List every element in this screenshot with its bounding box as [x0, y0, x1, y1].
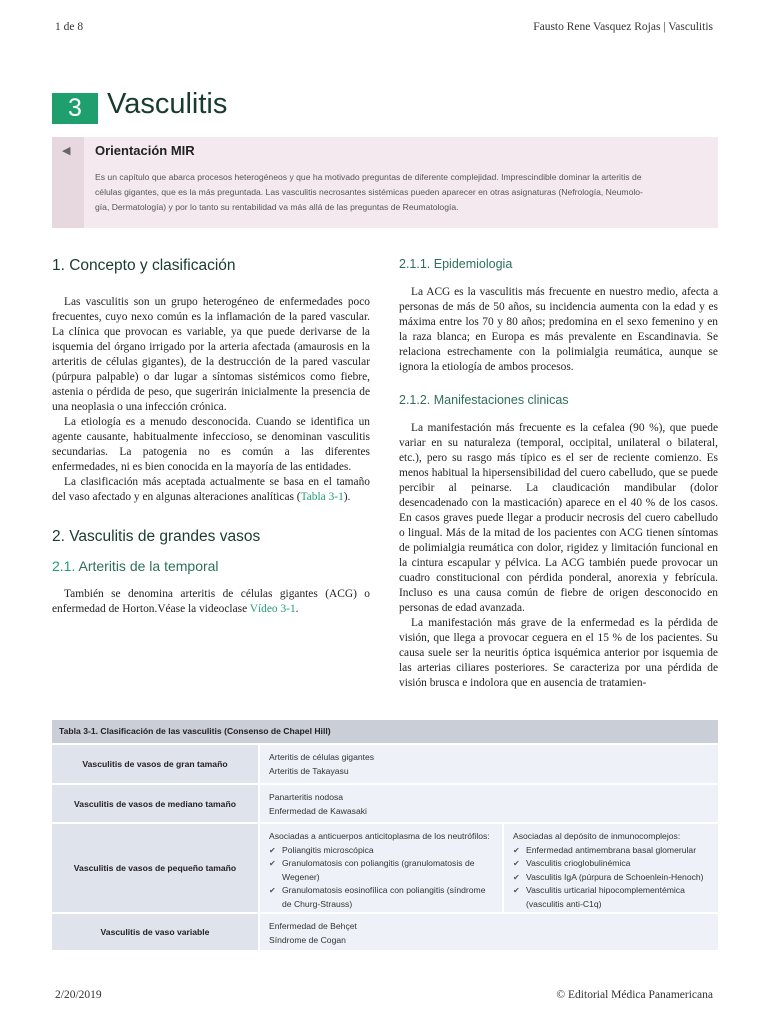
list-item: Síndrome de Cogan — [269, 934, 346, 945]
list-item — [269, 844, 493, 858]
list-item: Arteritis de células gigantes — [269, 752, 375, 762]
pointer-arrow-icon: ◀ — [62, 144, 71, 157]
footer-copyright: © Editorial Médica Panamericana — [556, 989, 713, 1001]
subsection-heading-arteritis — [52, 558, 370, 574]
paragraph: La manifestación más grave de la enfermedad es la pérdida de visión, que llega a provocar ceguera en el 15 % de los pacientes. Su causa suele ser la neuritis óptica isquémica anterior por isquemia de las arterias ciliares posteriores. Se caracteriza por una pérdida de visión brusca e indolora que en ausencia de tratamien- — [399, 617, 718, 689]
subsection-title: Arteritis de la temporal — [78, 558, 219, 574]
paragraph-text: La clasificación más aceptada actualmente se basa en el tamaño del vaso afectado y en algunas alteraciones analíticas ( — [52, 476, 370, 503]
table-row — [52, 912, 718, 950]
check-icon: ✔ — [269, 845, 276, 855]
paragraph: La manifestación más frecuente es la cefalea (90 %), que puede variar en su naturaleza (temporal, occipital, unilateral o bilateral, etc.), pero su rasgo más típico es el ser de reciente comienzo. Es menos habitual la hipersensibilidad del cuero cabelludo, que se puede percibir al peinarse. La claudicación mandibular (dolor desencadenado con la masticación) aparece en el 40 % de los casos. En casos graves puede llegar a producir necrosis del cuero cabelludo o lingual. Más de la mitad de los pacientes con ACG tienen síntomas de polimialgia reumática con dolor, rigidez y limitación funcional en la cintura escapular y pélvica. La ACG también puede provocar un cuadro constitucional con pérdida ponderal, anorexia y febrícula. Incluso es una causa común de fiebre de origen desconocido en personas de edad avanzada. — [399, 422, 718, 614]
list-item: Enfermedad de Kawasaki — [269, 805, 367, 816]
anca-group — [260, 824, 504, 912]
list-item — [513, 857, 709, 871]
list-item-text: Granulomatosis eosinofílica con poliangitis (síndrome de Churg-Strauss) — [282, 885, 486, 909]
paragraph: La ACG es la vasculitis más frecuente en nuestro medio, afecta a personas de más de 50 años, su incidencia aumenta con la edad y es máxima entre los 70 y 80 años; predomina en el sexo femenino y en la raza blanca; en Europa es más prevalente en Escandinavia. Se relaciona estrechamente con la polimialgia reumática, aunque se ignora la etiología de ambos procesos. — [399, 286, 718, 373]
paragraph-text: . — [295, 603, 299, 615]
list-item — [513, 884, 709, 911]
video-link[interactable]: Vídeo 3-1 — [249, 603, 296, 615]
footer-date: 2/20/2019 — [55, 989, 102, 1001]
chapter-number: 3 — [52, 93, 98, 124]
check-icon: ✔ — [513, 845, 520, 855]
page-counter: 1 de 8 — [55, 21, 84, 33]
orientacion-line: gía, Dermatología) y por lo tanto su rentabilidad va más allá de las preguntas de Reumatología. — [95, 201, 459, 212]
row-label: Vasculitis de vasos de mediano tamaño — [52, 785, 258, 822]
list-item: Panarteritis nodosa — [269, 792, 344, 802]
running-header: Fausto Rene Vasquez Rojas | Vasculitis — [533, 21, 713, 33]
row-label: Vasculitis de vasos de pequeño tamaño — [52, 824, 258, 912]
section-heading-grandes-vasos: 2. Vasculitis de grandes vasos — [52, 528, 261, 545]
subsubsection-heading-epidemiologia: 2.1.1. Epidemiologia — [399, 257, 513, 271]
paragraph: Las vasculitis son un grupo heterogéneo de enfermedades poco frecuentes, cuyo nexo común es la inflamación de la pared vascular. La clínica que provocan es variable, ya que puede derivarse de la isquemia del órgano irrigado por la arteria afectada (amaurosis en la arteritis de células gigantes), de la destrucción de la pared vascular (púrpura palpable) o dar lugar a síntomas sistémicos como fiebre, astenia o pérdida de peso, que sugerirán inicialmente la presencia de una neoplasia o una infección crónica. — [52, 296, 370, 413]
paragraph — [52, 475, 370, 505]
list-item — [513, 871, 709, 885]
orientacion-title: Orientación MIR — [95, 143, 195, 158]
list-item-text: Enfermedad antimembrana basal glomerular — [526, 844, 697, 855]
row-values — [258, 914, 718, 950]
table-row — [52, 743, 718, 783]
check-icon: ✔ — [513, 886, 520, 895]
paragraph — [52, 587, 370, 617]
row-label: Vasculitis de vasos de gran tamaño — [52, 745, 258, 783]
row-label: Vasculitis de vaso variable — [52, 914, 258, 950]
classification-table — [52, 720, 718, 950]
list-item-text: Vasculitis IgA (púrpura de Schoenlein-Henoch) — [526, 871, 704, 882]
section-heading-concepto: 1. Concepto y clasificación — [52, 257, 236, 274]
check-icon: ✔ — [269, 886, 276, 895]
subsubsection-heading-manifestaciones: 2.1.2. Manifestaciones clinicas — [399, 393, 569, 407]
immune-complex-group — [504, 824, 718, 912]
table-link[interactable]: Tabla 3-1 — [300, 491, 344, 503]
left-column — [52, 257, 370, 617]
table-row — [52, 822, 718, 912]
orientacion-mir-box — [52, 137, 718, 228]
list-item-text: Poliangitis microscópica — [282, 844, 374, 855]
list-item: Enfermedad de Behçet — [269, 921, 357, 931]
row-values — [258, 745, 718, 783]
list-item: Arteritis de Takayasu — [269, 765, 349, 776]
table-caption: Tabla 3-1. Clasificación de las vasculitis (Consenso de Chapel Hill) — [52, 720, 718, 743]
orientacion-line: células gigantes, que es la más preguntada. Las vasculitis necrosantes sistémicas pueden aparecer en otras asignaturas (Nefrología, Neumolo- — [95, 186, 643, 197]
paragraph-text: ). — [343, 491, 351, 503]
row-values — [258, 785, 718, 822]
row-values — [258, 824, 718, 912]
paragraph: La etiología es a menudo desconocida. Cuando se identifica un agente causante, habitualmente infeccioso, se denominan vasculitis secundarias. La patogenia no es común a las diferentes enfermedades, ni es bien conocida en la mayoría de las entidades. — [52, 416, 370, 473]
orientacion-text — [95, 170, 709, 214]
list-item — [513, 844, 709, 858]
list-item — [269, 884, 493, 911]
group-heading: Asociadas al depósito de inmunocomplejos: — [513, 831, 681, 841]
check-icon: ✔ — [513, 872, 520, 882]
list-item-text: Vasculitis crioglobulinémica — [526, 858, 631, 868]
paragraph-text: También se denomina arteritis de células gigantes (ACG) o enfermedad de Horton.Véase la videoclase — [52, 588, 370, 615]
check-icon: ✔ — [269, 859, 276, 868]
list-item-text: Vasculitis urticarial hipocomplementémica (vasculitis anti-C1q) — [526, 885, 685, 909]
orientacion-line: Es un capítulo que abarca procesos heterogéneos y que ha motivado preguntas de diferente complejidad. Imprescindible dominar la arteritis de — [95, 172, 642, 182]
subsection-number: 2.1. — [52, 558, 76, 574]
right-column — [399, 257, 718, 691]
list-item — [269, 857, 493, 884]
group-heading: Asociadas a anticuerpos anticitoplasma de los neutrófilos: — [269, 831, 490, 841]
table-row — [52, 783, 718, 822]
check-icon: ✔ — [513, 859, 520, 868]
chapter-title: Vasculitis — [107, 88, 228, 120]
orientacion-sidebar — [52, 137, 84, 228]
list-item-text: Granulomatosis con poliangitis (granulomatosis de Wegener) — [282, 858, 475, 882]
